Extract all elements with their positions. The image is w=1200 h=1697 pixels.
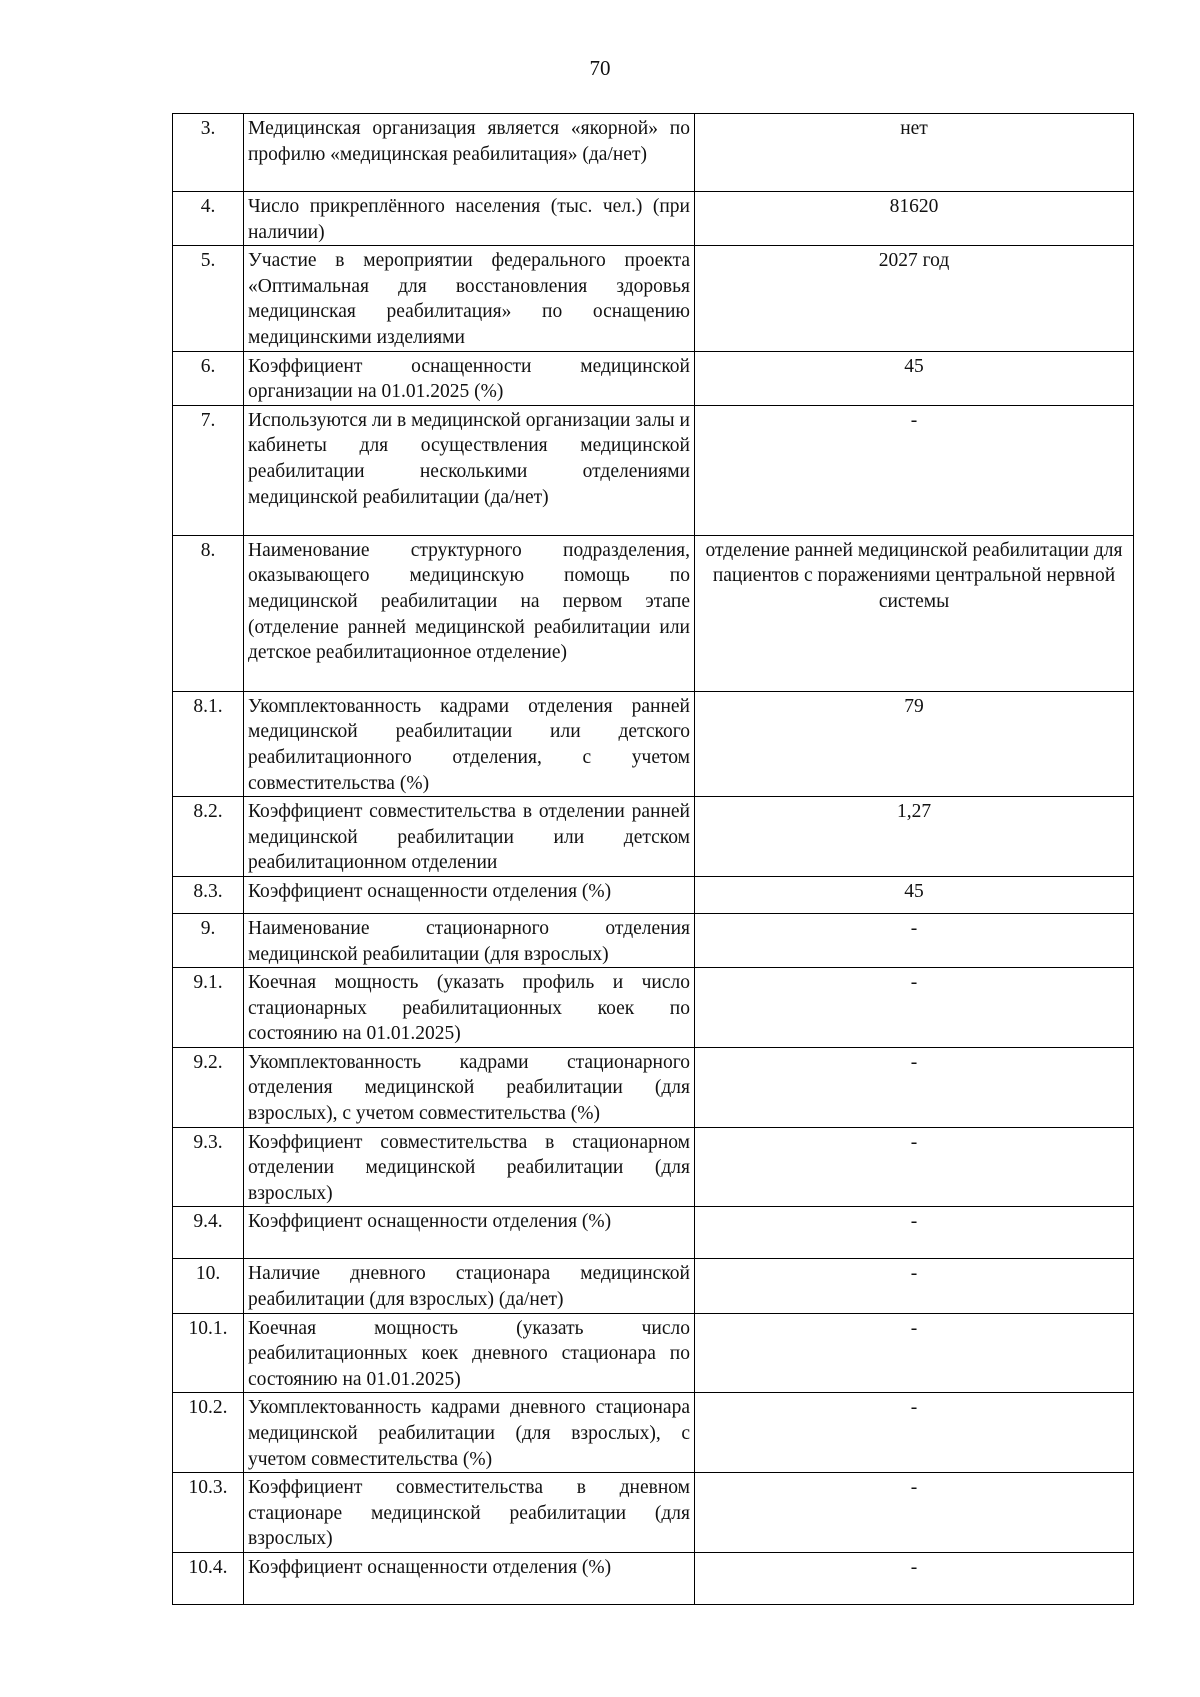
row-description: Число прикреплённого населения (тыс. чел.) (при наличии) xyxy=(244,192,695,246)
row-number: 8. xyxy=(173,535,244,691)
table-row xyxy=(173,351,1134,405)
row-number: 10.2. xyxy=(173,1393,244,1473)
row-number: 9.4. xyxy=(173,1207,244,1259)
row-description: Коечная мощность (указать профиль и число стационарных реабилитационных коек по состоянию на 01.01.2025) xyxy=(244,968,695,1048)
row-value: - xyxy=(695,1552,1134,1604)
row-description: Наличие дневного стационара медицинской реабилитации (для взрослых) (да/нет) xyxy=(244,1259,695,1313)
row-description: Коэффициент оснащенности отделения (%) xyxy=(244,1207,695,1259)
table-row xyxy=(173,876,1134,913)
row-number: 3. xyxy=(173,114,244,192)
row-value: - xyxy=(695,1047,1134,1127)
row-value: 81620 xyxy=(695,192,1134,246)
row-value: 79 xyxy=(695,691,1134,796)
row-value: - xyxy=(695,405,1134,535)
table-row xyxy=(173,1047,1134,1127)
row-description: Коэффициент оснащенности отделения (%) xyxy=(244,1552,695,1604)
row-value: 1,27 xyxy=(695,797,1134,877)
row-value: отделение ранней медицинской реабилитации для пациентов с поражениями центральной нервной системы xyxy=(695,535,1134,691)
row-description: Коэффициент совместительства в стационарном отделении медицинской реабилитации (для взрослых) xyxy=(244,1127,695,1207)
table-row xyxy=(173,1127,1134,1207)
row-description: Укомплектованность кадрами стационарного отделения медицинской реабилитации (для взрослых), с учетом совместительства (%) xyxy=(244,1047,695,1127)
row-number: 9.3. xyxy=(173,1127,244,1207)
row-description: Медицинская организация является «якорной» по профилю «медицинская реабилитация» (да/нет) xyxy=(244,114,695,192)
table-row xyxy=(173,1473,1134,1553)
row-number: 8.2. xyxy=(173,797,244,877)
row-number: 9.2. xyxy=(173,1047,244,1127)
row-value: нет xyxy=(695,114,1134,192)
row-number: 10.1. xyxy=(173,1313,244,1393)
table-row xyxy=(173,968,1134,1048)
table-row xyxy=(173,1207,1134,1259)
row-value: 45 xyxy=(695,876,1134,913)
row-number: 8.3. xyxy=(173,876,244,913)
row-value: - xyxy=(695,1313,1134,1393)
table-row xyxy=(173,797,1134,877)
row-description: Коэффициент оснащенности отделения (%) xyxy=(244,876,695,913)
rehabilitation-table xyxy=(172,113,1134,1605)
row-number: 4. xyxy=(173,192,244,246)
table-row xyxy=(173,535,1134,691)
row-description: Коэффициент совместительства в дневном стационаре медицинской реабилитации (для взрослых) xyxy=(244,1473,695,1553)
row-value: - xyxy=(695,913,1134,967)
table-row xyxy=(173,913,1134,967)
row-description: Участие в мероприятии федерального проекта «Оптимальная для восстановления здоровья медицинская реабилитация» по оснащению медицинскими изделиями xyxy=(244,246,695,351)
table-row xyxy=(173,246,1134,351)
row-number: 5. xyxy=(173,246,244,351)
row-description: Укомплектованность кадрами отделения ранней медицинской реабилитации или детского реабилитационного отделения, с учетом совместительства (%) xyxy=(244,691,695,796)
row-number: 9. xyxy=(173,913,244,967)
row-description: Наименование стационарного отделения медицинской реабилитации (для взрослых) xyxy=(244,913,695,967)
row-number: 6. xyxy=(173,351,244,405)
row-value: 45 xyxy=(695,351,1134,405)
table-row xyxy=(173,1259,1134,1313)
row-number: 10. xyxy=(173,1259,244,1313)
table-row xyxy=(173,114,1134,192)
row-description: Укомплектованность кадрами дневного стационара медицинской реабилитации (для взрослых), с учетом совместительства (%) xyxy=(244,1393,695,1473)
row-number: 10.3. xyxy=(173,1473,244,1553)
row-value: 2027 год xyxy=(695,246,1134,351)
table-row xyxy=(173,691,1134,796)
row-value: - xyxy=(695,1127,1134,1207)
row-value: - xyxy=(695,968,1134,1048)
row-value: - xyxy=(695,1259,1134,1313)
row-description: Коэффициент оснащенности медицинской организации на 01.01.2025 (%) xyxy=(244,351,695,405)
row-description: Наименование структурного подразделения, оказывающего медицинскую помощь по медицинской реабилитации на первом этапе (отделение ранней медицинской реабилитации или детское реабилитационное отделение) xyxy=(244,535,695,691)
row-number: 7. xyxy=(173,405,244,535)
row-description: Используются ли в медицинской организации залы и кабинеты для осуществления медицинской реабилитации несколькими отделениями медицинской реабилитации (да/нет) xyxy=(244,405,695,535)
row-description: Коэффициент совместительства в отделении ранней медицинской реабилитации или детском реабилитационном отделении xyxy=(244,797,695,877)
page-number: 70 xyxy=(589,56,611,80)
row-value: - xyxy=(695,1393,1134,1473)
table-row xyxy=(173,1313,1134,1393)
row-number: 10.4. xyxy=(173,1552,244,1604)
row-value: - xyxy=(695,1207,1134,1259)
table-row xyxy=(173,1552,1134,1604)
table-row xyxy=(173,1393,1134,1473)
row-value: - xyxy=(695,1473,1134,1553)
row-number: 9.1. xyxy=(173,968,244,1048)
row-description: Коечная мощность (указать число реабилитационных коек дневного стационара по состоянию на 01.01.2025) xyxy=(244,1313,695,1393)
table-row xyxy=(173,405,1134,535)
table-row xyxy=(173,192,1134,246)
row-number: 8.1. xyxy=(173,691,244,796)
